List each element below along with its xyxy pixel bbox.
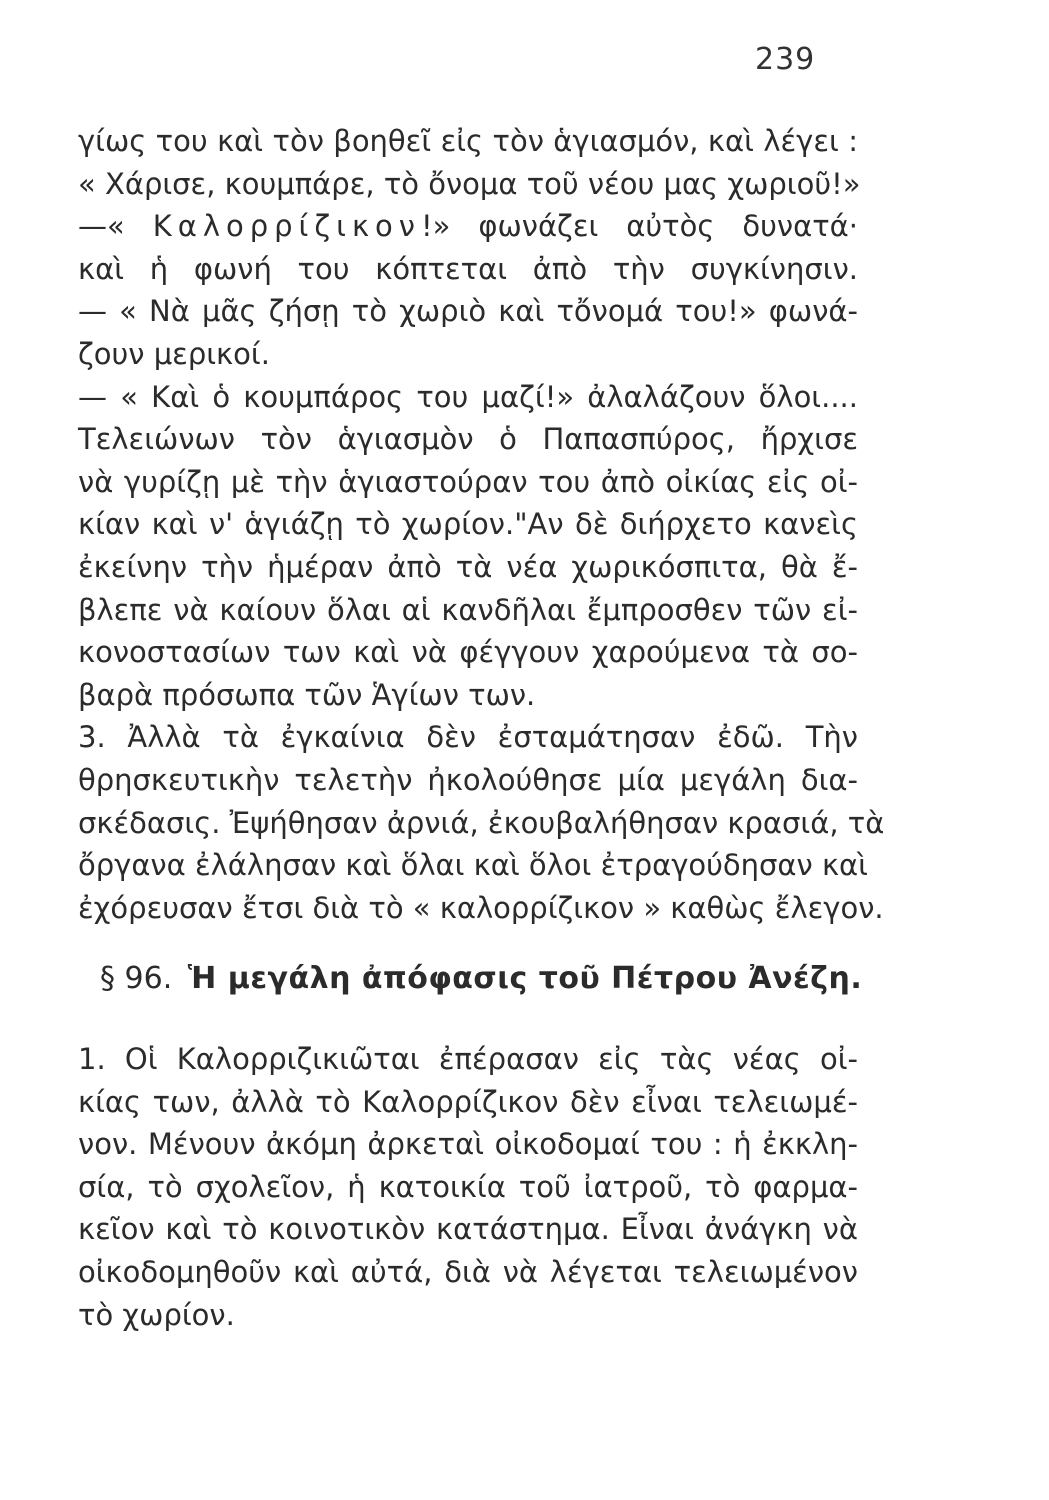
text-line: βλεπε νὰ καίουν ὅλαι αἱ κανδῆλαι ἔμπροσθεν τῶν εἰ- (78, 592, 858, 627)
text-line: καὶ ἡ φωνή του κόπτεται ἀπὸ τὴν συγκίνησιν. (78, 251, 858, 286)
section-1-text (78, 120, 885, 929)
text-line: 3. Ἀλλὰ τὰ ἐγκαίνια δὲν ἐσταμάτησαν ἐδῶ. Τὴν (78, 720, 858, 755)
dash-quote: —« (78, 209, 153, 244)
text-line: νὰ γυρίζῃ μὲ τὴν ἁγιαστούραν του ἀπὸ οἰκίας εἰς οἰ- (78, 464, 858, 499)
text-line: κεῖον καὶ τὸ κοινοτικὸν κατάστημα. Εἶναι ἀνάγκη νὰ (78, 1212, 858, 1247)
spaced-word: Καλορρίζικον (152, 209, 421, 244)
text-line: 1. Οἱ Καλορριζικιῶται ἐπέρασαν εἰς τὰς νέας οἰ- (78, 1042, 858, 1076)
page-number: 239 (755, 42, 816, 77)
text-line: γίως του καὶ τὸν βοηθεῖ εἰς τὸν ἁγιασμόν, καὶ λέγει : (78, 124, 858, 158)
text-line: οἰκοδομηθοῦν καὶ αὐτά, διὰ νὰ λέγεται τελειωμένον (78, 1254, 858, 1289)
section-2-text (78, 1038, 858, 1336)
section-title: Ἡ μεγάλη ἀπόφασις τοῦ Πέτρου Ἀνέζη. (187, 961, 863, 996)
text-line-spaced (78, 205, 858, 248)
section-number: § 96. (100, 961, 173, 996)
text-line: κίας των, ἀλλὰ τὸ Καλορρίζικον δὲν εἶναι τελειωμέ- (78, 1084, 858, 1119)
section-heading (100, 958, 862, 1000)
text-line: σκέδασις. Ἐψήθησαν ἀρνιά, ἐκουβαλήθησαν κρασιά, τὰ (78, 805, 885, 840)
text-line: ζουν μερικοί. (78, 336, 270, 371)
text-line: ὄργανα ἐλάλησαν καὶ ὅλαι καὶ ὅλοι ἐτραγούδησαν καὶ (78, 848, 868, 883)
text-line: — « Καὶ ὁ κουμπάρος του μαζί!» ἀλαλάζουν ὅλοι.... (78, 379, 858, 414)
text-line: βαρὰ πρόσωπα τῶν Ἁγίων των. (78, 677, 536, 712)
text-line: κίαν καὶ ν' ἁγιάζῃ τὸ χωρίον."Αν δὲ διήρχετο κανεὶς (78, 507, 858, 542)
text-line: Τελειώνων τὸν ἁγιασμὸν ὁ Παπασπύρος, ἤρχισε (78, 422, 858, 457)
text-line: σία, τὸ σχολεῖον, ἡ κατοικία τοῦ ἰατροῦ, τὸ φαρμα- (78, 1169, 858, 1204)
text-line: τὸ χωρίον. (78, 1297, 235, 1332)
text-line: θρησκευτικὴν τελετὴν ἠκολούθησε μία μεγάλη δια- (78, 762, 858, 797)
text-line: κονοστασίων των καὶ νὰ φέγγουν χαρούμενα τὰ σο- (78, 635, 858, 670)
text-line: « Χάρισε, κουμπάρε, τὸ ὄνομα τοῦ νέου μας χωριοῦ!» (78, 166, 861, 201)
text-line: νον. Μένουν ἀκόμη ἀρκεταὶ οἰκοδομαί του : ἡ ἐκκλη- (78, 1127, 858, 1162)
text-line: — « Νὰ μᾶς ζήσῃ τὸ χωριὸ καὶ τὄνομά του!» φωνά- (78, 294, 858, 329)
text-line: ἐκείνην τὴν ἡμέραν ἀπὸ τὰ νέα χωρικόσπιτα, θὰ ἔ- (78, 549, 858, 584)
text-line: ἐχόρευσαν ἔτσι διὰ τὸ « καλορρίζικον » καθὼς ἔλεγον. (78, 890, 884, 925)
spaced-word-rest: !» φωνάζει αὐτὸς δυνατά· (421, 209, 858, 244)
